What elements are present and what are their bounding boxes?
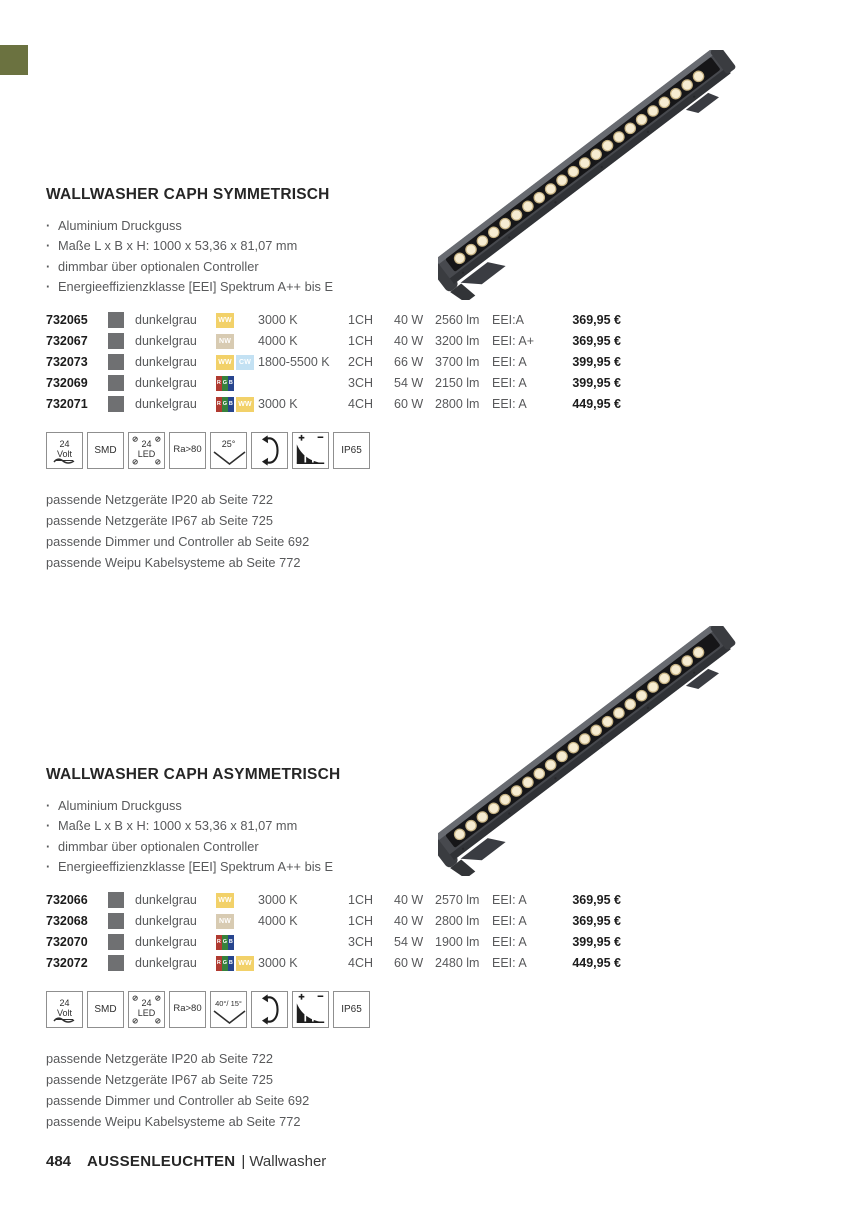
watt-value: 60 W: [394, 397, 424, 412]
kelvin-value: 3000 K: [258, 893, 298, 908]
corner-tab: [0, 45, 28, 75]
color-swatch: [108, 934, 135, 950]
rgb-badge: R G B: [216, 935, 234, 950]
channels-value: 1CH: [348, 334, 374, 349]
reference-link: passende Dimmer und Controller ab Seite 692: [46, 1092, 310, 1108]
watt-value: 54 W: [394, 376, 424, 391]
light-color-badges: [216, 313, 258, 328]
light-color-badges: [216, 893, 258, 908]
eei-value: EEI:A: [492, 313, 524, 328]
watt-value: 40 W: [394, 893, 424, 908]
ww-badge: WW: [216, 313, 234, 328]
page-footer: [46, 1153, 326, 1170]
reference-link: passende Dimmer und Controller ab Seite 692: [46, 533, 310, 549]
article-number: 732067: [46, 334, 88, 349]
color-swatch: [108, 913, 135, 929]
product-section-symmetrisch: [46, 186, 646, 573]
kelvin-value: 3000 K: [258, 397, 298, 412]
article-number: 732068: [46, 914, 88, 929]
channels-value: 1CH: [348, 914, 374, 929]
24-volt-icon: 24 Volt: [46, 432, 83, 469]
eei-value: EEI: A: [492, 935, 527, 950]
reference-link: passende Netzgeräte IP20 ab Seite 722: [46, 491, 273, 507]
bullet-item: · Maße L x B x H: 1000 x 53,36 x 81,07 mm: [46, 816, 646, 836]
article-number: 732073: [46, 355, 88, 370]
lumen-value: 1900 lm: [435, 935, 480, 950]
channels-value: 4CH: [348, 397, 374, 412]
watt-value: 40 W: [394, 334, 424, 349]
color-name: dunkelgrau: [135, 935, 197, 950]
color-name: dunkelgrau: [135, 893, 197, 908]
product-bullets: [46, 216, 646, 298]
light-color-badges: [216, 956, 258, 971]
eei-value: EEI: A: [492, 956, 527, 971]
eei-value: EEI: A: [492, 397, 527, 412]
bullet-item: · Aluminium Druckguss: [46, 216, 646, 236]
bullet-item: · Maße L x B x H: 1000 x 53,36 x 81,07 mm: [46, 236, 646, 256]
ww-badge: WW: [236, 956, 254, 971]
lumen-value: 2800 lm: [435, 397, 480, 412]
variant-table: [46, 890, 621, 974]
ww-badge: WW: [216, 355, 234, 370]
price: 369,95 €: [572, 914, 621, 929]
reference-link: passende Weipu Kabelsysteme ab Seite 772: [46, 554, 301, 570]
dimming-icon: [292, 432, 329, 469]
channels-value: 1CH: [348, 893, 374, 908]
price: 369,95 €: [572, 893, 621, 908]
cw-badge: CW: [236, 355, 254, 370]
reference-link: passende Netzgeräte IP67 ab Seite 725: [46, 512, 273, 528]
light-color-badges: [216, 914, 258, 929]
reference-link: passende Netzgeräte IP67 ab Seite 725: [46, 1071, 273, 1087]
article-number: 732072: [46, 956, 88, 971]
eei-value: EEI: A+: [492, 334, 535, 349]
bullet-item: · dimmbar über optionalen Controller: [46, 837, 646, 857]
table-row: [46, 932, 621, 953]
ww-badge: WW: [236, 397, 254, 412]
color-swatch: [108, 354, 135, 370]
product-title: WALLWASHER CAPH ASYMMETRISCH: [46, 766, 341, 783]
channels-value: 3CH: [348, 935, 374, 950]
lumen-value: 2480 lm: [435, 956, 480, 971]
variant-table: [46, 310, 621, 415]
lumen-value: 2560 lm: [435, 313, 480, 328]
color-name: dunkelgrau: [135, 376, 197, 391]
channels-value: 1CH: [348, 313, 374, 328]
price: 399,95 €: [572, 376, 621, 391]
channels-value: 4CH: [348, 956, 374, 971]
price: 449,95 €: [572, 956, 621, 971]
color-name: dunkelgrau: [135, 334, 197, 349]
bullet-item: · Energieeffizienzklasse [EEI] Spektrum A++ bis E: [46, 857, 646, 877]
color-name: dunkelgrau: [135, 355, 197, 370]
channels-value: 2CH: [348, 355, 374, 370]
price: 369,95 €: [572, 313, 621, 328]
table-row: [46, 331, 621, 352]
ww-badge: WW: [216, 893, 234, 908]
color-swatch: [108, 955, 135, 971]
reference-link: passende Weipu Kabelsysteme ab Seite 772: [46, 1113, 301, 1129]
color-swatch: [108, 396, 135, 412]
eei-value: EEI: A: [492, 893, 527, 908]
bullet-item: · dimmbar über optionalen Controller: [46, 257, 646, 277]
watt-value: 40 W: [394, 313, 424, 328]
ip65-icon: IP65: [333, 432, 370, 469]
light-color-badges: [216, 935, 258, 950]
article-number: 732066: [46, 893, 88, 908]
reference-link: passende Netzgeräte IP20 ab Seite 722: [46, 1050, 273, 1066]
beam-angle-icon: 25°: [210, 432, 247, 469]
rotation-icon: [251, 432, 288, 469]
reference-links: [46, 489, 646, 573]
kelvin-value: 4000 K: [258, 334, 298, 349]
rotation-icon: [251, 991, 288, 1028]
page-number: 484: [46, 1153, 72, 1170]
rgb-badge: R G B: [216, 397, 234, 412]
table-row: [46, 953, 621, 974]
smd-icon: SMD: [87, 432, 124, 469]
color-swatch: [108, 375, 135, 391]
eei-value: EEI: A: [492, 355, 527, 370]
watt-value: 40 W: [394, 914, 424, 929]
smd-icon: SMD: [87, 991, 124, 1028]
eei-value: EEI: A: [492, 914, 527, 929]
product-title: WALLWASHER CAPH SYMMETRISCH: [46, 186, 330, 203]
spec-icon-row: [46, 432, 646, 469]
lumen-value: 3200 lm: [435, 334, 480, 349]
spec-icon-row: [46, 991, 646, 1028]
color-name: dunkelgrau: [135, 397, 197, 412]
table-row: [46, 911, 621, 932]
watt-value: 54 W: [394, 935, 424, 950]
price: 449,95 €: [572, 397, 621, 412]
rgb-badge: R G B: [216, 956, 234, 971]
product-bullets: [46, 796, 646, 878]
color-name: dunkelgrau: [135, 914, 197, 929]
ra80-icon: Ra>80: [169, 991, 206, 1028]
light-color-badges: [216, 376, 258, 391]
price: 369,95 €: [572, 334, 621, 349]
24-volt-icon: 24 Volt: [46, 991, 83, 1028]
color-swatch: [108, 892, 135, 908]
dimming-icon: [292, 991, 329, 1028]
kelvin-value: 3000 K: [258, 956, 298, 971]
lumen-value: 3700 lm: [435, 355, 480, 370]
article-number: 732069: [46, 376, 88, 391]
lumen-value: 2150 lm: [435, 376, 480, 391]
kelvin-value: 1800-5500 K: [258, 355, 330, 370]
reference-links: [46, 1048, 646, 1132]
light-color-badges: [216, 397, 258, 412]
24-led-icon: 24 LED: [128, 432, 165, 469]
table-row: [46, 310, 621, 331]
price: 399,95 €: [572, 935, 621, 950]
24-led-icon: 24 LED: [128, 991, 165, 1028]
eei-value: EEI: A: [492, 376, 527, 391]
kelvin-value: 4000 K: [258, 914, 298, 929]
table-row: [46, 352, 621, 373]
color-name: dunkelgrau: [135, 956, 197, 971]
article-number: 732070: [46, 935, 88, 950]
footer-category: AUSSENLEUCHTEN: [87, 1153, 236, 1170]
footer-separator: |: [241, 1153, 246, 1170]
lumen-value: 2800 lm: [435, 914, 480, 929]
beam-angle-icon: 40°/ 15°: [210, 991, 247, 1028]
channels-value: 3CH: [348, 376, 374, 391]
color-swatch: [108, 333, 135, 349]
lumen-value: 2570 lm: [435, 893, 480, 908]
watt-value: 66 W: [394, 355, 424, 370]
product-section-asymmetrisch: [46, 766, 646, 1132]
article-number: 732071: [46, 397, 88, 412]
ra80-icon: Ra>80: [169, 432, 206, 469]
color-name: dunkelgrau: [135, 313, 197, 328]
nw-badge: NW: [216, 334, 234, 349]
bullet-item: · Energieeffizienzklasse [EEI] Spektrum A++ bis E: [46, 277, 646, 297]
rgb-badge: R G B: [216, 376, 234, 391]
table-row: [46, 394, 621, 415]
color-swatch: [108, 312, 135, 328]
footer-subcategory: Wallwasher: [249, 1153, 327, 1170]
kelvin-value: 3000 K: [258, 313, 298, 328]
price: 399,95 €: [572, 355, 621, 370]
table-row: [46, 890, 621, 911]
article-number: 732065: [46, 313, 88, 328]
watt-value: 60 W: [394, 956, 424, 971]
nw-badge: NW: [216, 914, 234, 929]
table-row: [46, 373, 621, 394]
light-color-badges: [216, 334, 258, 349]
bullet-item: · Aluminium Druckguss: [46, 796, 646, 816]
ip65-icon: IP65: [333, 991, 370, 1028]
light-color-badges: [216, 355, 258, 370]
